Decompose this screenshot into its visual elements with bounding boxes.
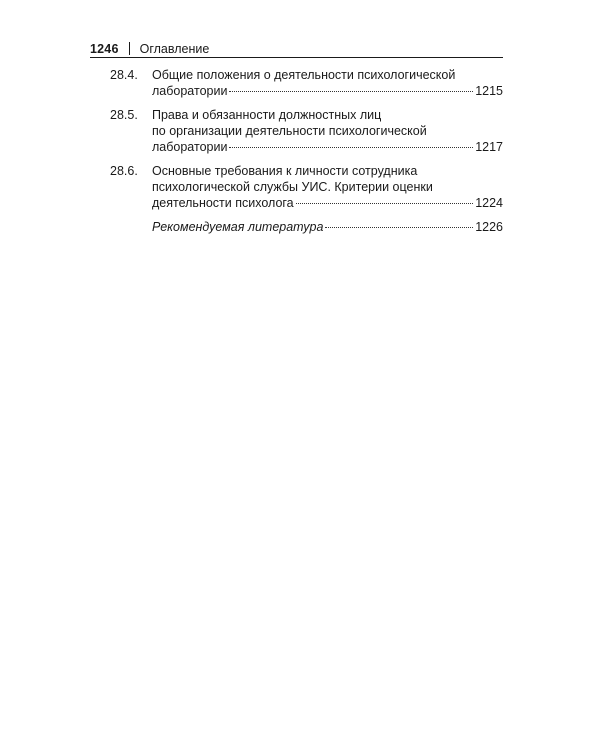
toc-entry-body <box>152 163 503 211</box>
header-separator <box>129 42 130 55</box>
toc-entry-body <box>152 219 503 235</box>
toc-entry-last-line <box>152 83 503 99</box>
running-header-title: Оглавление <box>139 42 210 56</box>
dot-leader <box>325 227 473 228</box>
literature-title: Рекомендуемая литература <box>152 220 324 234</box>
dot-leader <box>229 147 473 148</box>
toc-entry-28-5[interactable] <box>110 107 503 155</box>
toc-entry-literature[interactable] <box>110 219 503 235</box>
toc-entry-title-line: по организации деятельности психологической <box>152 124 427 138</box>
toc-entry-title-line: Права и обязанности должностных лиц <box>152 108 382 122</box>
toc-entry-last-line <box>152 195 503 211</box>
toc-page-number: 1226 <box>475 220 503 234</box>
toc-entry-body <box>152 67 503 99</box>
toc-entry-number: 28.4. <box>110 68 138 82</box>
toc-page-number: 1217 <box>475 140 503 154</box>
toc-entry-28-6[interactable] <box>110 163 503 211</box>
toc-entry-title-line: Основные требования к личности сотрудника <box>152 164 418 178</box>
toc-entry-body <box>152 107 503 155</box>
page-number: 1246 <box>90 42 119 56</box>
toc-entry-number-empty <box>110 219 152 235</box>
toc-entry-title-line: лаборатории <box>152 140 228 154</box>
toc-page-number: 1215 <box>475 84 503 98</box>
toc-entry-title-line: Общие положения о деятельности психологической <box>152 68 456 82</box>
toc-entry-number: 28.5. <box>110 108 138 122</box>
toc-entry-last-line <box>152 219 503 235</box>
toc-entry-title-line: деятельности психолога <box>152 196 294 210</box>
toc-entry-28-4[interactable] <box>110 67 503 99</box>
toc-entry-last-line <box>152 139 503 155</box>
toc-page-number: 1224 <box>475 196 503 210</box>
dot-leader <box>296 203 474 204</box>
table-of-contents <box>110 67 503 243</box>
toc-entry-title-line: лаборатории <box>152 84 228 98</box>
toc-entry-title-line: психологической службы УИС. Критерии оценки <box>152 180 433 194</box>
header-rule <box>90 57 503 58</box>
running-header <box>90 38 503 56</box>
dot-leader <box>229 91 473 92</box>
toc-entry-number: 28.6. <box>110 164 138 178</box>
